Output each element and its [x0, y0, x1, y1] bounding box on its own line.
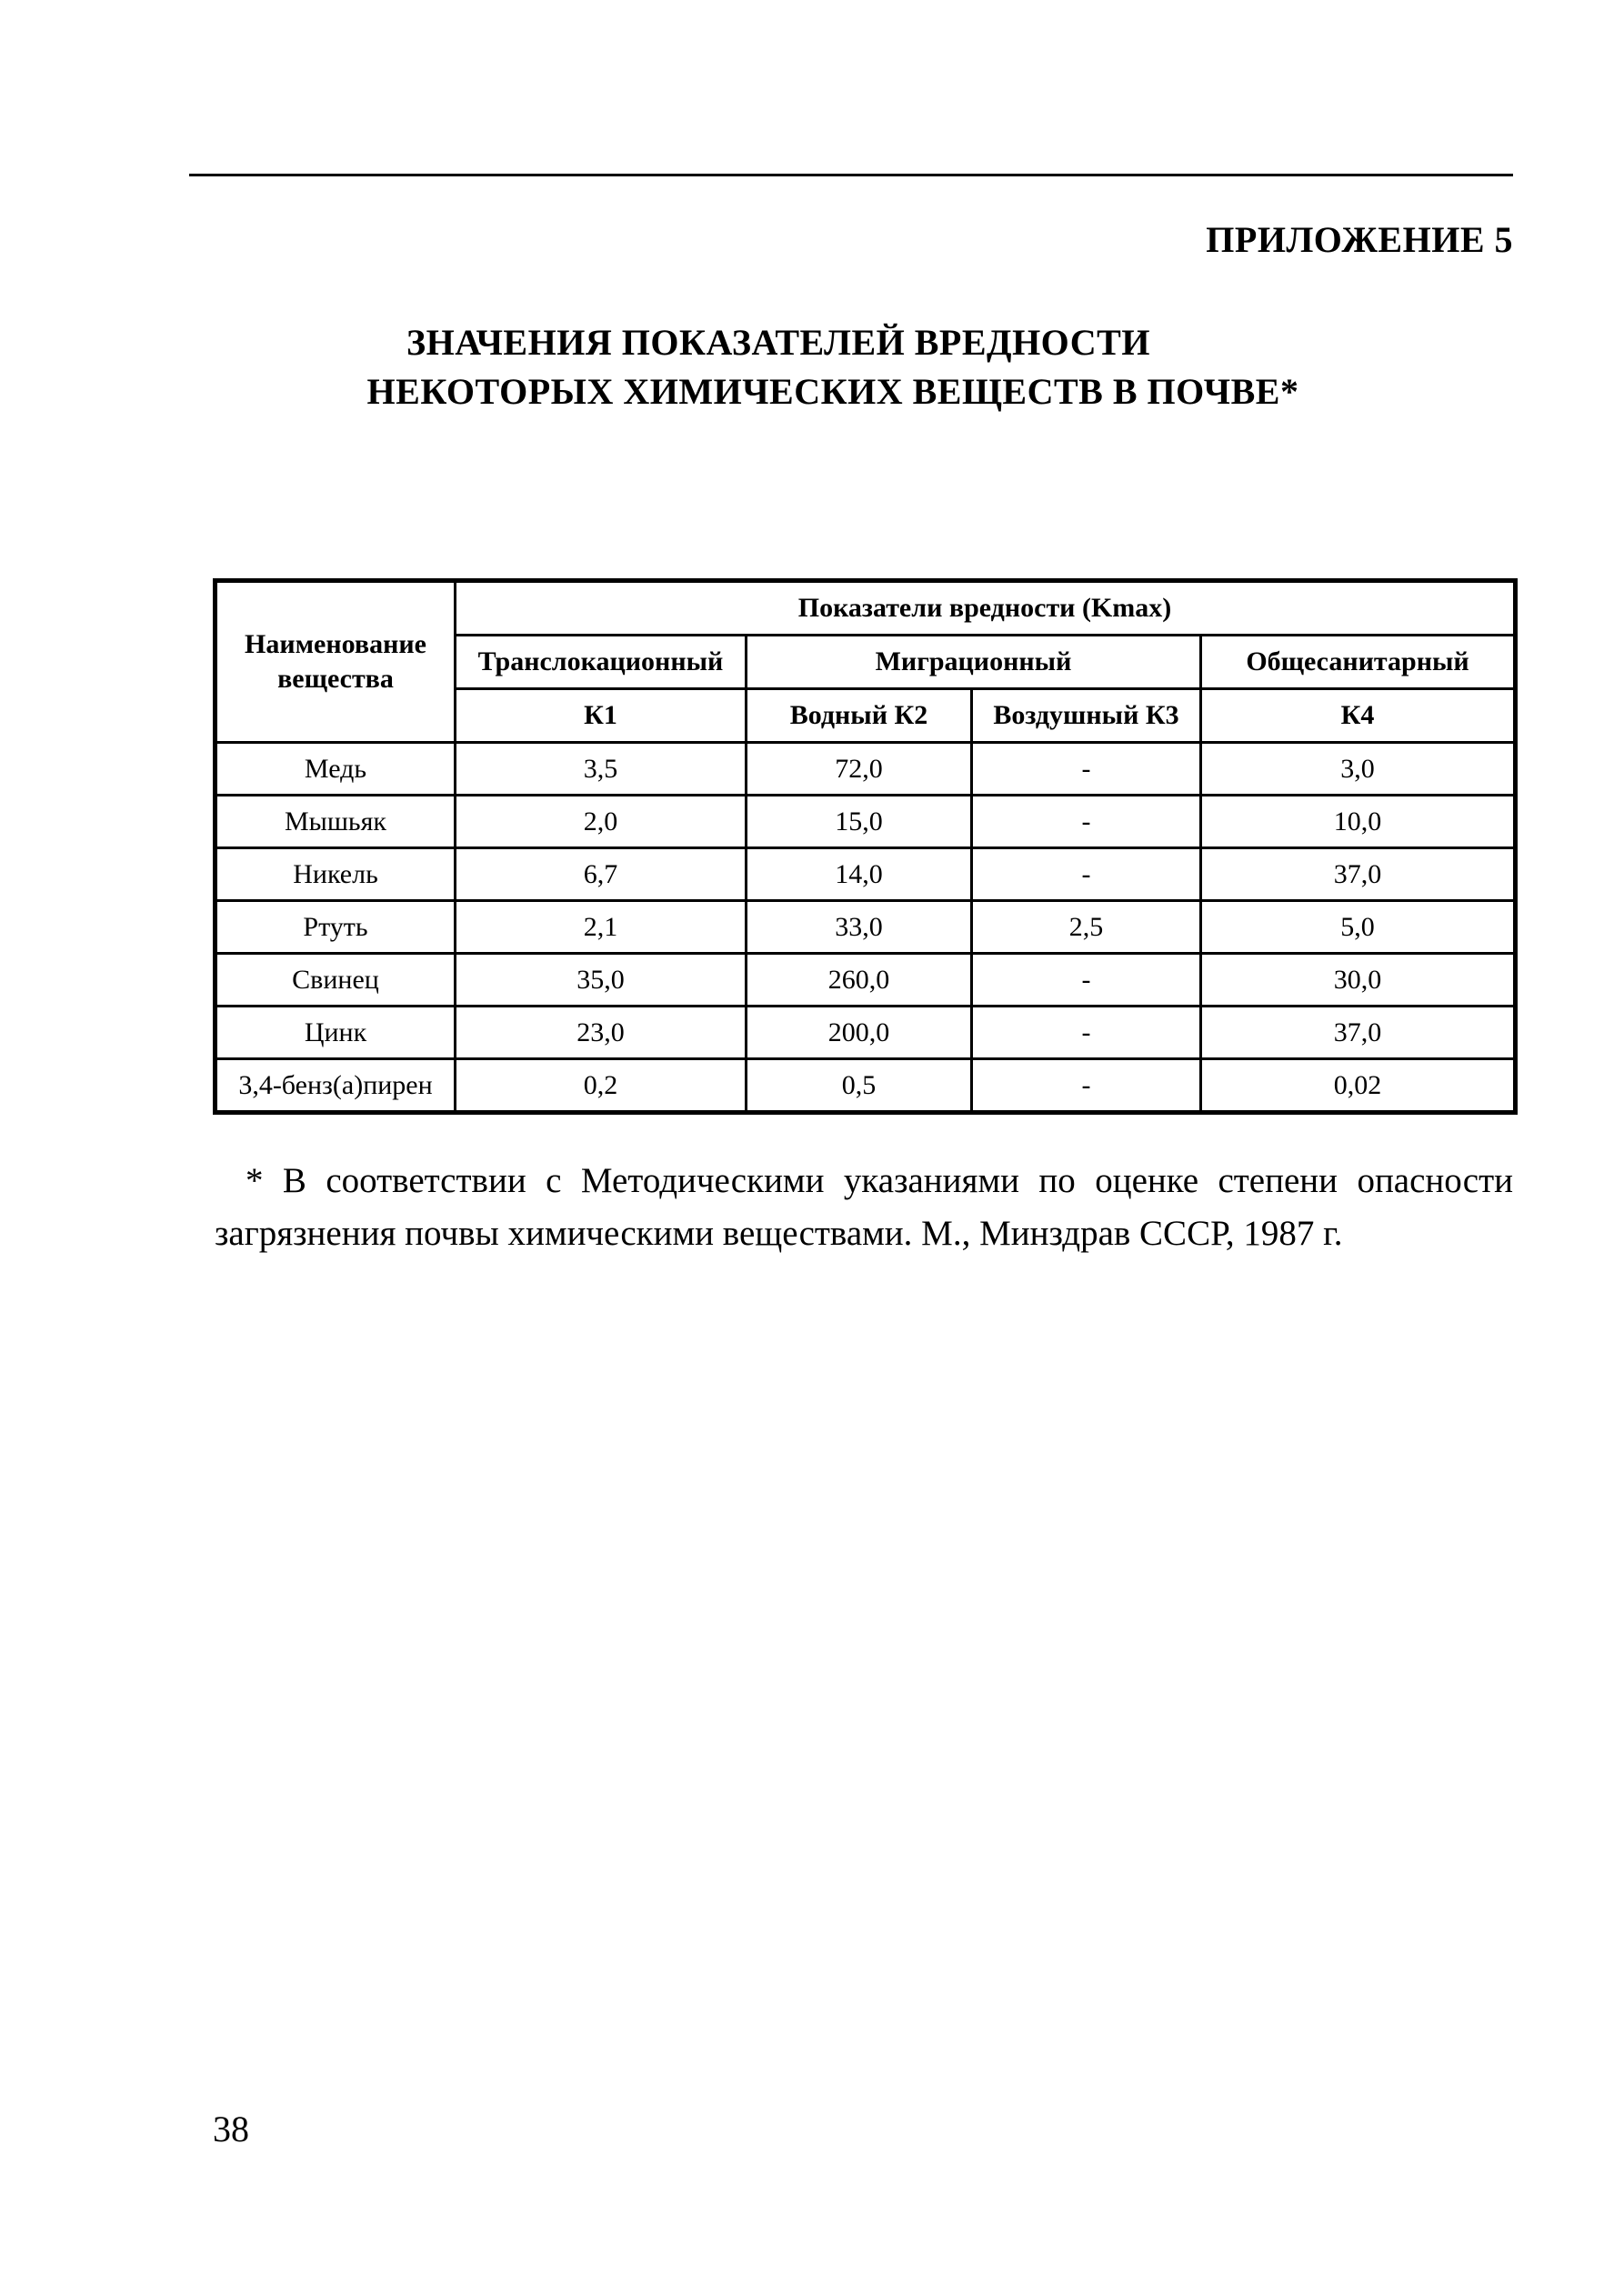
k2-cell: 200,0	[747, 1007, 972, 1059]
k3-cell: -	[972, 796, 1201, 848]
k4-header: К4	[1201, 689, 1516, 743]
substance-name-cell: Мышьяк	[216, 796, 456, 848]
k1-cell: 6,7	[456, 848, 747, 901]
hazard-indicators-table	[213, 578, 1518, 1115]
top-rule	[189, 174, 1513, 176]
table-row	[216, 1059, 1516, 1113]
title-line-2: НЕКОТОРЫХ ХИМИЧЕСКИХ ВЕЩЕСТВ В ПОЧВЕ*	[366, 371, 1299, 412]
k1-cell: 3,5	[456, 743, 747, 796]
table-row	[216, 848, 1516, 901]
k1-cell: 2,0	[456, 796, 747, 848]
translocation-header: Транслокационный	[456, 636, 747, 689]
table-row	[216, 743, 1516, 796]
page-title	[189, 318, 1513, 416]
k3-cell: -	[972, 1059, 1201, 1113]
substance-name-cell: Ртуть	[216, 901, 456, 954]
k4-cell: 3,0	[1201, 743, 1516, 796]
k3-cell: -	[972, 1007, 1201, 1059]
air-k3-header: Воздушный К3	[972, 689, 1201, 743]
k3-cell: -	[972, 848, 1201, 901]
k4-cell: 10,0	[1201, 796, 1516, 848]
table-row	[216, 901, 1516, 954]
k1-header: К1	[456, 689, 747, 743]
k3-cell: -	[972, 743, 1201, 796]
k2-cell: 72,0	[747, 743, 972, 796]
title-line-1: ЗНАЧЕНИЯ ПОКАЗАТЕЛЕЙ ВРЕДНОСТИ	[406, 322, 1150, 363]
substance-name-cell: 3,4-бенз(а)пирен	[216, 1059, 456, 1113]
k2-cell: 33,0	[747, 901, 972, 954]
k1-cell: 23,0	[456, 1007, 747, 1059]
k3-cell: -	[972, 954, 1201, 1007]
k4-cell: 0,02	[1201, 1059, 1516, 1113]
substance-name-cell: Цинк	[216, 1007, 456, 1059]
page-number: 38	[213, 2109, 249, 2149]
k2-cell: 14,0	[747, 848, 972, 901]
k4-cell: 5,0	[1201, 901, 1516, 954]
substance-name-cell: Никель	[216, 848, 456, 901]
k1-cell: 35,0	[456, 954, 747, 1007]
table-row	[216, 954, 1516, 1007]
appendix-label: ПРИЛОЖЕНИЕ 5	[1206, 219, 1513, 260]
substance-name-cell: Медь	[216, 743, 456, 796]
k2-cell: 15,0	[747, 796, 972, 848]
water-k2-header: Водный К2	[747, 689, 972, 743]
substance-name-cell: Свинец	[216, 954, 456, 1007]
k4-cell: 37,0	[1201, 1007, 1516, 1059]
k2-cell: 0,5	[747, 1059, 972, 1113]
general-sanitary-header: Общесанитарный	[1201, 636, 1516, 689]
k4-cell: 37,0	[1201, 848, 1516, 901]
migration-header: Миграционный	[747, 636, 1201, 689]
k1-cell: 2,1	[456, 901, 747, 954]
footnote: * В соответствии с Методическими указаниями по оценке степени опасности загрязнения почвы химическими веществами. М., Минздрав СССР, 1987 г.	[215, 1161, 1513, 1253]
table-row	[216, 1007, 1516, 1059]
substance-name-header: Наименование вещества	[216, 581, 456, 743]
k2-cell: 260,0	[747, 954, 972, 1007]
table-row	[216, 796, 1516, 848]
k3-cell: 2,5	[972, 901, 1201, 954]
k4-cell: 30,0	[1201, 954, 1516, 1007]
k1-cell: 0,2	[456, 1059, 747, 1113]
hazard-indicators-header: Показатели вредности (Kmax)	[456, 581, 1516, 636]
